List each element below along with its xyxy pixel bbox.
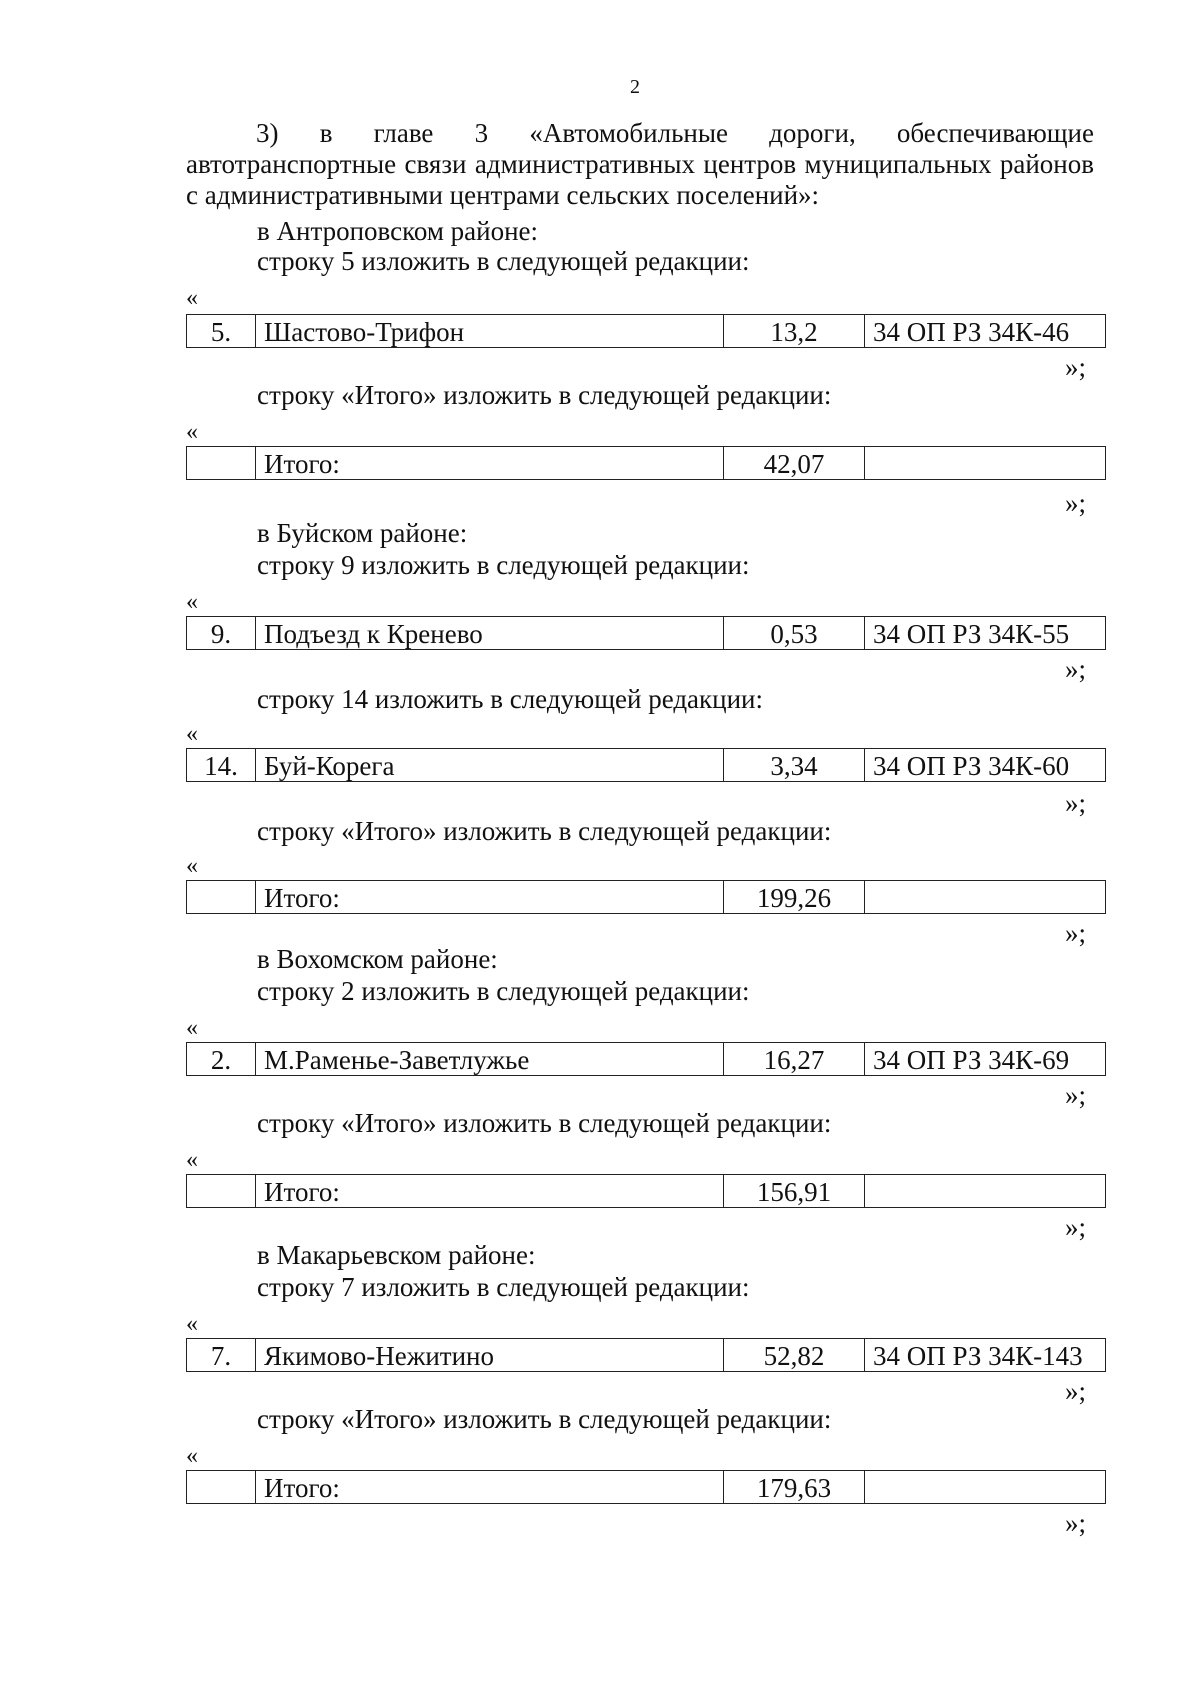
table-row [186,748,1106,782]
row-number-cell: 14. [187,749,256,782]
length-cell: 0,53 [724,617,865,650]
row-number-cell [187,1175,256,1208]
road-name-cell: Подъезд к Кренево [256,617,724,650]
road-id-cell: 34 ОП РЗ 34К-60 [865,749,1106,782]
open-quote: « [186,1147,198,1173]
row-number-cell: 2. [187,1043,256,1076]
road-name-cell: Итого: [256,447,724,480]
close-quote: »; [1065,1080,1087,1110]
amendment-instruction: строку «Итого» изложить в следующей редакции: [257,1404,832,1434]
amendment-instruction: строку 7 изложить в следующей редакции: [257,1272,750,1302]
open-quote: « [186,853,198,879]
close-quote: »; [1065,654,1087,684]
open-quote: « [186,1311,198,1337]
table-row [186,314,1106,348]
open-quote: « [186,419,198,445]
intro-paragraph: 3) в главе 3 «Автомобильные дороги, обеспечивающие автотранспортные связи административных центров муниципальных районов с административными центрами сельских поселений»: [186,118,1094,210]
close-quote: »; [1065,1212,1087,1242]
close-quote: »; [1065,788,1087,818]
open-quote: « [186,721,198,747]
length-cell: 179,63 [724,1471,865,1504]
length-cell: 16,27 [724,1043,865,1076]
table-row [186,1470,1106,1504]
road-id-cell: 34 ОП РЗ 34К-69 [865,1043,1106,1076]
amendment-instruction: строку 14 изложить в следующей редакции: [257,684,764,714]
road-name-cell: Итого: [256,881,724,914]
amendment-instruction: строку 2 изложить в следующей редакции: [257,976,750,1006]
row-number-cell: 5. [187,315,256,348]
table-row [186,446,1106,480]
length-cell: 199,26 [724,881,865,914]
road-id-cell [865,1175,1106,1208]
road-id-cell [865,447,1106,480]
row-number-cell [187,1471,256,1504]
amendment-instruction: строку 5 изложить в следующей редакции: [257,246,750,276]
amendment-instruction: строку «Итого» изложить в следующей редакции: [257,380,832,410]
page-number: 2 [630,76,640,98]
close-quote: »; [1065,1508,1087,1538]
open-quote: « [186,1015,198,1041]
road-id-cell [865,881,1106,914]
road-name-cell: Якимово-Нежитино [256,1339,724,1372]
row-number-cell: 9. [187,617,256,650]
road-name-cell: М.Раменье-Заветлужье [256,1043,724,1076]
road-name-cell: Итого: [256,1175,724,1208]
length-cell: 52,82 [724,1339,865,1372]
amendment-instruction: строку «Итого» изложить в следующей редакции: [257,816,832,846]
road-id-cell: 34 ОП РЗ 34К-55 [865,617,1106,650]
row-number-cell: 7. [187,1339,256,1372]
district-heading: в Буйском районе: [257,518,468,548]
table-row [186,1174,1106,1208]
road-id-cell: 34 ОП РЗ 34К-46 [865,315,1106,348]
district-heading: в Макарьевском районе: [257,1240,536,1270]
row-number-cell [187,881,256,914]
length-cell: 156,91 [724,1175,865,1208]
open-quote: « [186,1443,198,1469]
length-cell: 13,2 [724,315,865,348]
road-id-cell: 34 ОП РЗ 34К-143 [865,1339,1106,1372]
close-quote: »; [1065,918,1087,948]
table-row [186,880,1106,914]
row-number-cell [187,447,256,480]
table-row [186,616,1106,650]
table-row [186,1042,1106,1076]
open-quote: « [186,285,198,311]
road-name-cell: Итого: [256,1471,724,1504]
district-heading: в Антроповском районе: [257,216,539,246]
close-quote: »; [1065,1376,1087,1406]
road-id-cell [865,1471,1106,1504]
district-heading: в Вохомском районе: [257,944,498,974]
road-name-cell: Буй-Корега [256,749,724,782]
length-cell: 3,34 [724,749,865,782]
length-cell: 42,07 [724,447,865,480]
table-row [186,1338,1106,1372]
road-name-cell: Шастово-Трифон [256,315,724,348]
close-quote: »; [1065,352,1087,382]
open-quote: « [186,589,198,615]
close-quote: »; [1065,488,1087,518]
amendment-instruction: строку «Итого» изложить в следующей редакции: [257,1108,832,1138]
amendment-instruction: строку 9 изложить в следующей редакции: [257,550,750,580]
